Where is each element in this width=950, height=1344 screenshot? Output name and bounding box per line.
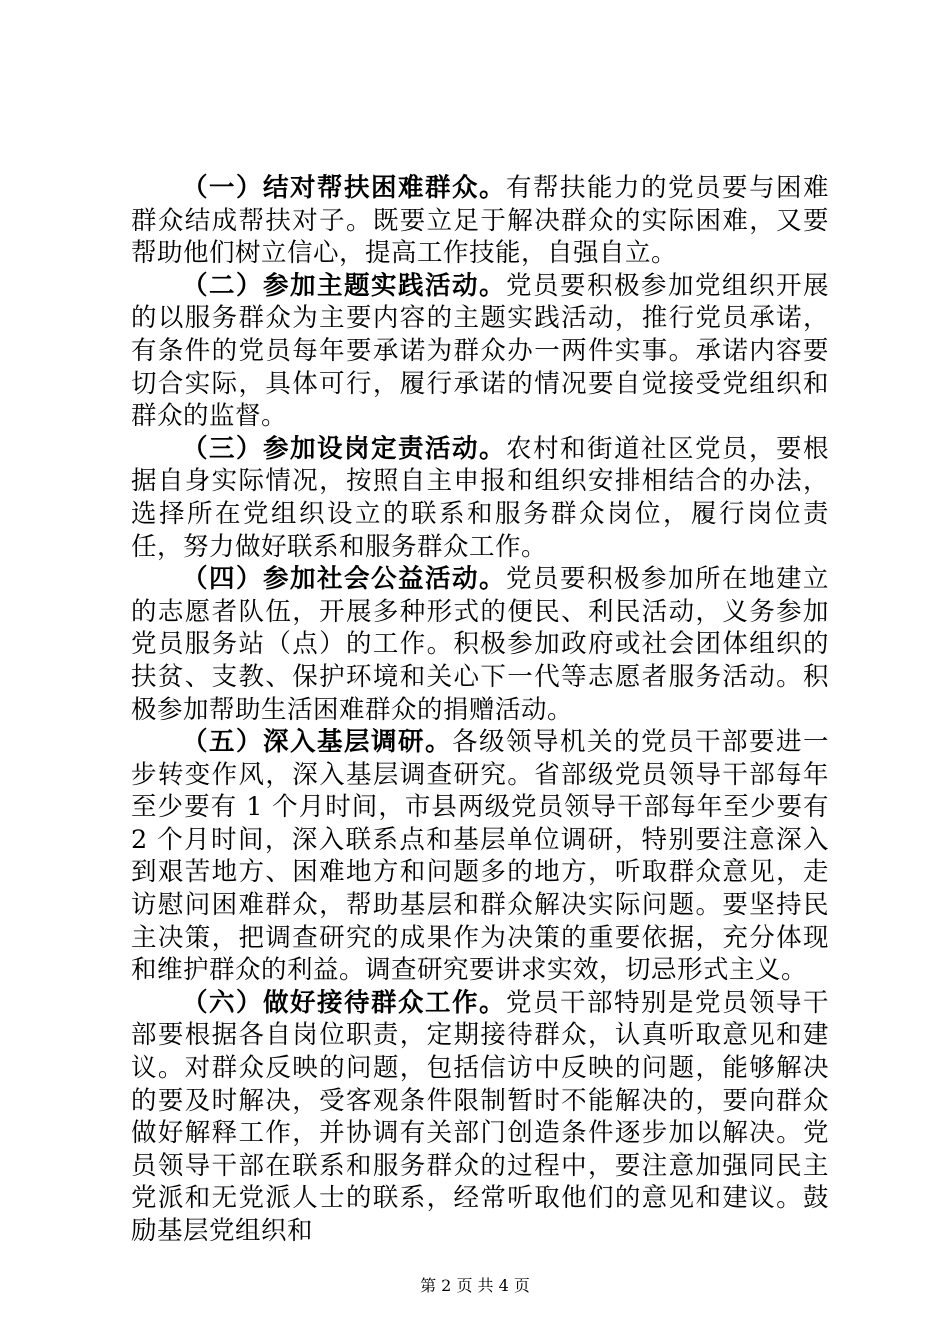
paragraph-5-text: 各级领导机关的党员干部要进一步转变作风，深入基层调查研究。省部级党员领导干部每年至少要有 1 个月时间，市县两级党员领导干部每年至少要有 2 个月时间，深入联系点和基层单位调研，特别要注意深入到艰苦地方、困难地方和问题多的地方，听取群众意见，走访慰问困难群众，帮助基层和群众解决实际问题。要坚持民主决策，把调查研究的成果作为决策的重要依据，充分体现和维护群众的利益。调查研究要讲求实效，切忌形式主义。: [131, 727, 829, 986]
paragraph-2-text: 党员要积极参加党组织开展的以服务群众为主要内容的主题实践活动，推行党员承诺，有条件的党员每年要承诺为群众办一两件实事。承诺内容要切合实际，具体可行，履行承诺的情况要自觉接受党组织和群众的监督。: [131, 270, 829, 432]
paragraph-6: [131, 987, 829, 1248]
paragraph-4: [131, 563, 829, 726]
page-number-footer: 第 2 页 共 4 页: [420, 1276, 530, 1295]
paragraph-3: [131, 433, 829, 563]
paragraph-1-text: 有帮扶能力的党员要与困难群众结成帮扶对子。既要立足于解决群众的实际困难，又要帮助他们树立信心，提高工作技能，自强自立。: [131, 173, 829, 269]
paragraph-4-heading: （四）参加社会公益活动。: [182, 564, 506, 595]
paragraph-3-heading: （三）参加设岗定责活动。: [182, 433, 506, 464]
paragraph-4-text: 党员要积极参加所在地建立的志愿者队伍，开展多种形式的便民、利民活动，义务参加党员服务站（点）的工作。积极参加政府或社会团体组织的扶贫、支教、保护环境和关心下一代等志愿者服务活动。积极参加帮助生活困难群众的捐赠活动。: [131, 564, 829, 725]
paragraph-6-heading: （六）做好接待群众工作。: [182, 987, 506, 1018]
paragraph-3-text: 农村和街道社区党员，要根据自身实际情况，按照自主申报和组织安排相结合的办法，选择所在党组织设立的联系和服务群众岗位，履行岗位责任，努力做好联系和服务群众工作。: [131, 433, 829, 562]
paragraph-6-text: 党员干部特别是党员领导干部要根据各自岗位职责，定期接待群众，认真听取意见和建议。对群众反映的问题，包括信访中反映的问题，能够解决的要及时解决，受客观条件限制暂时不能解决的，要向群众做好解释工作，并协调有关部门创造条件逐步加以解决。党员领导干部在联系和服务群众的过程中，要注意加强同民主党派和无党派人士的联系，经常听取他们的意见和建议。鼓励基层党组织和: [131, 987, 829, 1246]
paragraph-1-heading: （一）结对帮扶困难群众。: [182, 173, 506, 203]
paragraph-1: [131, 172, 829, 270]
document-body: [131, 172, 829, 1248]
paragraph-2: [131, 270, 829, 433]
paragraph-2-heading: （二）参加主题实践活动。: [182, 270, 506, 301]
paragraph-5-heading: （五）深入基层调研。: [182, 727, 452, 758]
paragraph-5: [131, 726, 829, 987]
